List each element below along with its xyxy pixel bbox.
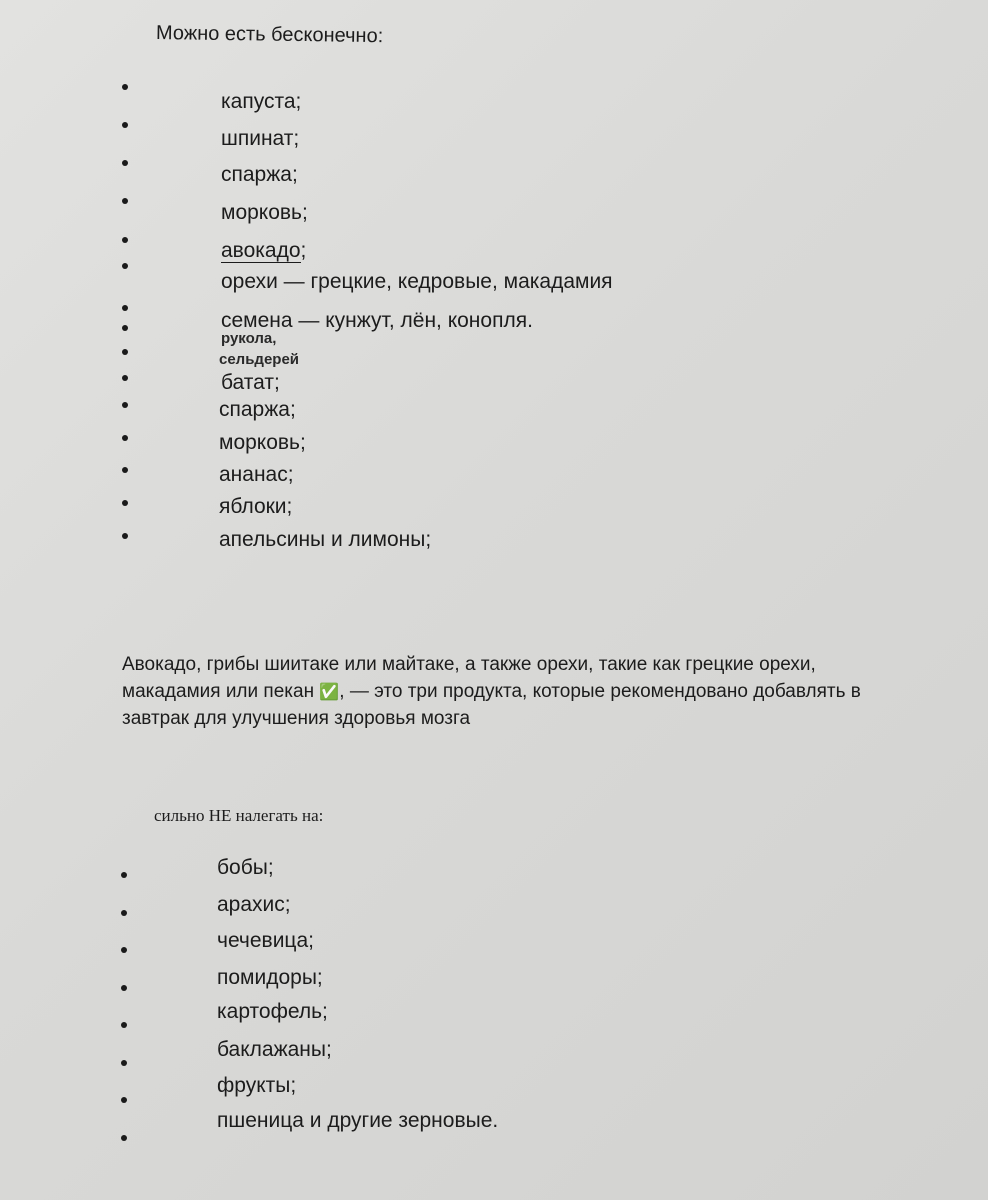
- list-item: батат;: [221, 371, 280, 394]
- bullet: [122, 467, 128, 473]
- list-item: шпинат;: [221, 127, 300, 150]
- list-item: морковь;: [221, 201, 308, 224]
- paragraph-line: завтрак для улучшения здоровья мозга: [122, 708, 471, 729]
- list-item: сельдерей: [219, 351, 300, 368]
- bullet: [122, 84, 128, 90]
- bullet: [122, 160, 128, 166]
- list-item: семена — кунжут, лён, конопля.: [221, 309, 533, 332]
- bullet: [122, 402, 128, 408]
- list-item: [221, 239, 306, 263]
- list-item: капуста;: [221, 90, 302, 113]
- bullet: [122, 325, 128, 331]
- paragraph-text: макадамия или пекан: [122, 681, 320, 702]
- list-item: рукола,: [221, 330, 277, 347]
- list-item: спаржа;: [219, 398, 296, 421]
- bullet: [121, 872, 127, 878]
- list-item: пшеница и другие зерновые.: [217, 1109, 499, 1132]
- bullet: [121, 985, 127, 991]
- bullet: [121, 1060, 127, 1066]
- paragraph-line: [122, 678, 962, 705]
- section1-heading: Можно есть бесконечно:: [155, 22, 384, 48]
- list-item: баклажаны;: [217, 1038, 332, 1061]
- list-item: ананас;: [219, 463, 294, 486]
- bullet: [122, 263, 128, 269]
- bullet: [122, 435, 128, 441]
- bullet: [122, 349, 128, 355]
- brain-foods-paragraph: [122, 651, 962, 732]
- check-mark-icon: ✅: [319, 682, 340, 701]
- list-item: фрукты;: [217, 1074, 297, 1097]
- section2-heading: сильно НЕ налегать на:: [154, 806, 324, 825]
- list-item: арахис;: [217, 893, 291, 916]
- bullet: [122, 198, 128, 204]
- list-item: морковь;: [219, 431, 306, 454]
- bullet: [121, 1097, 127, 1103]
- paragraph-line: Авокадо, грибы шиитаке или майтаке, а также орехи, такие как грецкие орехи,: [122, 654, 816, 675]
- bullet: [122, 122, 128, 128]
- underlined-word: авокадо: [221, 239, 301, 262]
- list-item: орехи — грецкие, кедровые, макадамия: [221, 270, 613, 293]
- bullet: [121, 947, 127, 953]
- bullet: [122, 375, 128, 381]
- paragraph-text: , — это три продукта, которые рекомендовано добавлять в: [339, 681, 861, 702]
- list-item: чечевица;: [217, 929, 314, 952]
- bullet: [122, 237, 128, 243]
- list-item: спаржа;: [221, 163, 298, 186]
- bullet: [121, 1135, 127, 1141]
- item-suffix: ;: [300, 239, 307, 262]
- bullet: [122, 305, 128, 311]
- list-item: яблоки;: [219, 495, 293, 518]
- bullet: [122, 500, 128, 506]
- bullet: [122, 533, 128, 539]
- list-item: бобы;: [217, 856, 274, 879]
- list-item: помидоры;: [217, 966, 323, 989]
- list-item: картофель;: [217, 1000, 328, 1023]
- list-item: апельсины и лимоны;: [219, 528, 432, 551]
- bullet: [121, 910, 127, 916]
- bullet: [121, 1022, 127, 1028]
